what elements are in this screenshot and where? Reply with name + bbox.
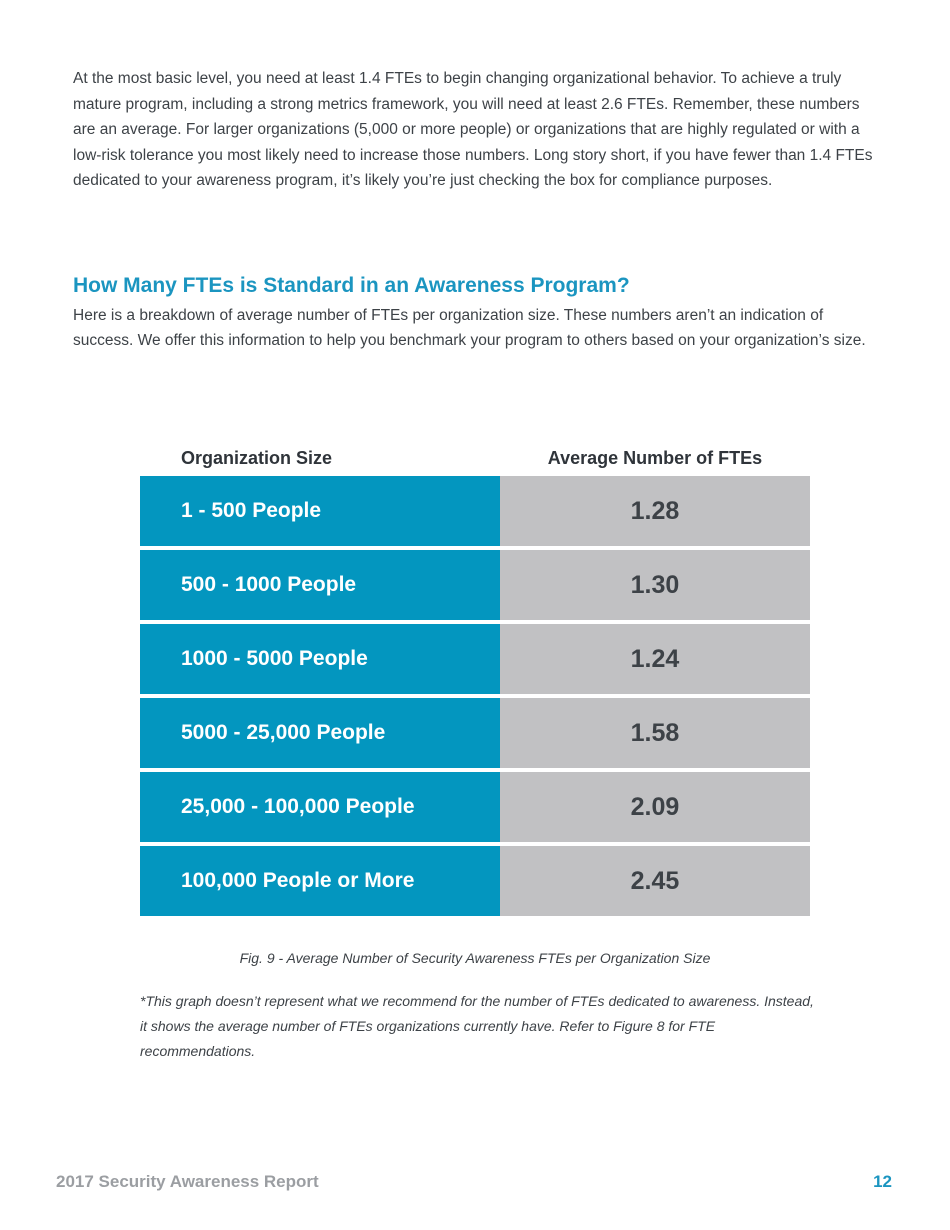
organization-size-cell: 1 - 500 People <box>140 476 500 546</box>
average-fte-cell: 1.58 <box>500 698 810 768</box>
table-row <box>140 624 810 694</box>
average-fte-cell: 2.45 <box>500 846 810 916</box>
footnote: *This graph doesn’t represent what we recommend for the number of FTEs dedicated to awareness. Instead, it shows the average number of FTEs organizations currently have. Refer to Figure 8 for FTE recommendations. <box>140 993 814 1059</box>
organization-size-cell: 5000 - 25,000 People <box>140 698 500 768</box>
table-row <box>140 550 810 620</box>
average-fte-cell: 1.24 <box>500 624 810 694</box>
section-body: Here is a breakdown of average number of FTEs per organization size. These numbers aren’t an indication of success. We offer this information to help you benchmark your program to others based on your organization’s size. <box>73 307 866 350</box>
organization-size-cell: 100,000 People or More <box>140 846 500 916</box>
organization-size-cell: 500 - 1000 People <box>140 550 500 620</box>
average-fte-cell: 1.28 <box>500 476 810 546</box>
page-number: 12 <box>873 1172 892 1191</box>
column-header-organization-size: Organization Size <box>181 447 333 468</box>
table-row <box>140 846 810 916</box>
average-fte-cell: 2.09 <box>500 772 810 842</box>
table-row <box>140 772 810 842</box>
footer-report-title: 2017 Security Awareness Report <box>56 1172 319 1191</box>
table-row <box>140 476 810 546</box>
table-header <box>140 440 810 476</box>
organization-size-cell: 25,000 - 100,000 People <box>140 772 500 842</box>
figure-caption: Fig. 9 - Average Number of Security Awareness FTEs per Organization Size <box>239 950 711 966</box>
fte-table <box>140 440 810 920</box>
section-heading: How Many FTEs is Standard in an Awareness Program? <box>73 274 630 297</box>
table-row <box>140 698 810 768</box>
column-header-average-ftes: Average Number of FTEs <box>547 447 763 468</box>
organization-size-cell: 1000 - 5000 People <box>140 624 500 694</box>
intro-paragraph: At the most basic level, you need at least 1.4 FTEs to begin changing organizational behavior. To achieve a truly mature program, including a strong metrics framework, you will need at least 2.6 FTEs. Remember, these numbers are an average. For larger organizations (5,000 or more people) or organizations that are highly regulated or with a low-risk tolerance you most likely need to increase those numbers. Long story short, if you have fewer than 1.4 FTEs dedicated to your awareness program, it’s likely you’re just checking the box for compliance purposes. <box>73 70 873 189</box>
average-fte-cell: 1.30 <box>500 550 810 620</box>
